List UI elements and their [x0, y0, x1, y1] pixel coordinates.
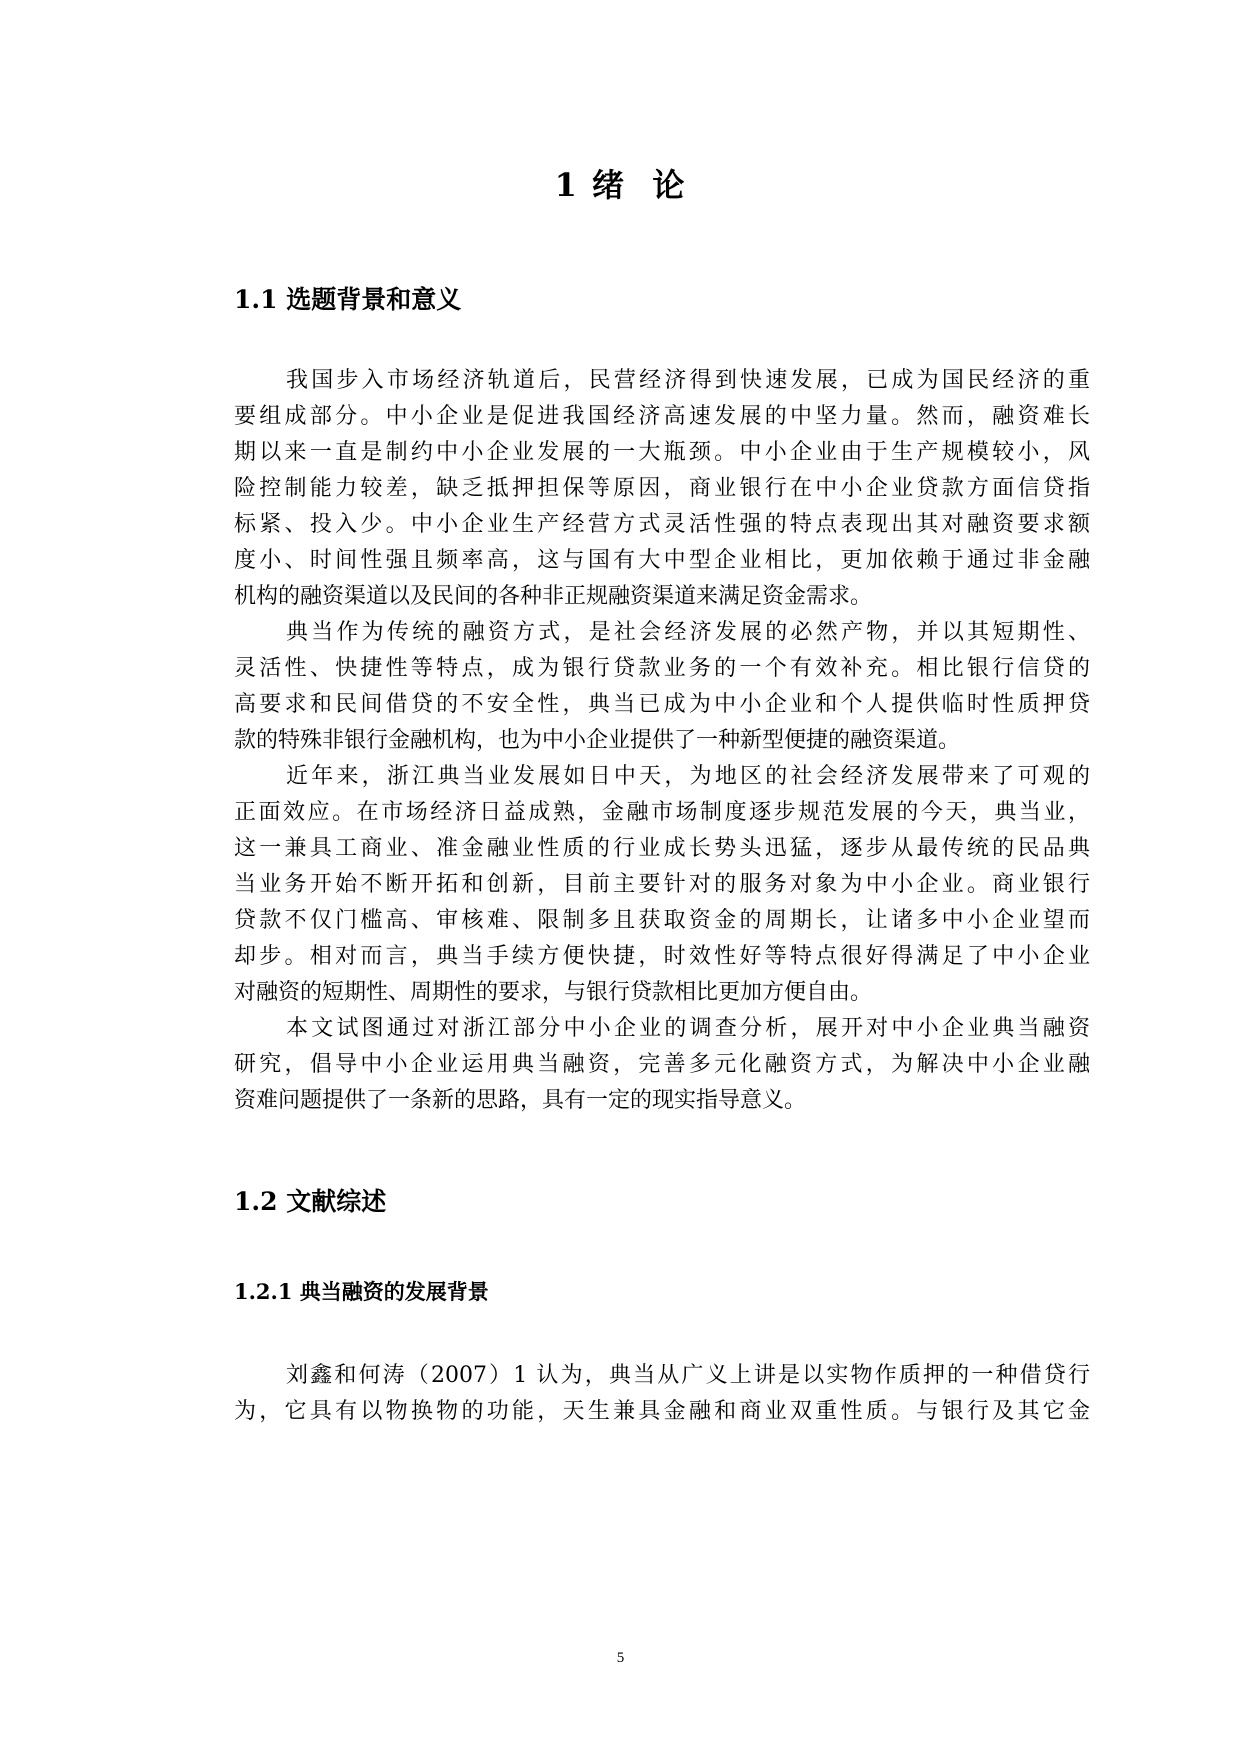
chapter-title: 1 绪 论 [554, 166, 687, 204]
text-line: 贷款不仅门槛高、审核难、限制多且获取资金的周期长，让诸多中小企业望而 [234, 908, 1090, 933]
text-line: 度小、时间性强且频率高，这与国有大中型企业相比，更加依赖于通过非金融 [234, 548, 1090, 573]
text-line: 要组成部分。中小企业是促进我国经济高速发展的中坚力量。然而，融资难长 [234, 404, 1090, 429]
paragraph-1 [234, 363, 1090, 615]
text-line: 近年来，浙江典当业发展如日中天，为地区的社会经济发展带来了可观的 [286, 764, 1090, 789]
page-number: 5 [616, 1650, 625, 1666]
text-line: 高要求和民间借贷的不安全性，典当已成为中小企业和个人提供临时性质押贷 [234, 692, 1090, 717]
text-line: 资难问题提供了一条新的思路，具有一定的现实指导意义。 [234, 1088, 807, 1113]
text-line: 我国步入市场经济轨道后，民营经济得到快速发展，已成为国民经济的重 [286, 368, 1090, 393]
text-line: 为，它具有以物换物的功能，天生兼具金融和商业双重性质。与银行及其它金 [234, 1399, 1090, 1424]
text-line: 机构的融资渠道以及民间的各种非正规融资渠道来满足资金需求。 [234, 584, 873, 609]
subsection-heading-1-2-1: 1.2.1 典当融资的发展背景 [234, 1279, 489, 1304]
text-line: 当业务开始不断开拓和创新，目前主要针对的服务对象为中小企业。商业银行 [234, 872, 1090, 897]
paragraph-3 [234, 759, 1090, 1011]
paragraph-4 [234, 1011, 1090, 1119]
text-line: 灵活性、快捷性等特点，成为银行贷款业务的一个有效补充。相比银行信贷的 [234, 656, 1090, 681]
paragraph-2 [234, 615, 1090, 759]
text-line: 期以来一直是制约中小企业发展的一大瓶颈。中小企业由于生产规模较小，风 [234, 440, 1090, 465]
text-line: 标紧、投入少。中小企业生产经营方式灵活性强的特点表现出其对融资要求额 [234, 512, 1090, 537]
text-line: 对融资的短期性、周期性的要求，与银行贷款相比更加方便自由。 [234, 980, 873, 1005]
text-line: 这一兼具工商业、准金融业性质的行业成长势头迅猛，逐步从最传统的民品典 [234, 836, 1090, 861]
section-heading-1-1: 1.1 选题背景和意义 [234, 285, 462, 314]
text-line: 险控制能力较差，缺乏抵押担保等原因，商业银行在中小企业贷款方面信贷指 [234, 476, 1090, 501]
text-line: 款的特殊非银行金融机构，也为中小企业提供了一种新型便捷的融资渠道。 [234, 728, 961, 753]
paragraph-5 [234, 1358, 1090, 1430]
section-heading-1-2: 1.2 文献综述 [234, 1187, 387, 1216]
text-line: 研究，倡导中小企业运用典当融资，完善多元化融资方式，为解决中小企业融 [234, 1052, 1090, 1077]
text-line: 本文试图通过对浙江部分中小企业的调查分析，展开对中小企业典当融资 [286, 1016, 1090, 1041]
text-line: 典当作为传统的融资方式，是社会经济发展的必然产物，并以其短期性、 [286, 620, 1090, 645]
text-line: 刘鑫和何涛（2007）1 认为，典当从广义上讲是以实物作质押的一种借贷行 [286, 1363, 1090, 1388]
text-line: 正面效应。在市场经济日益成熟，金融市场制度逐步规范发展的今天，典当业， [234, 800, 1090, 825]
text-line: 却步。相对而言，典当手续方便快捷，时效性好等特点很好得满足了中小企业 [234, 944, 1090, 969]
